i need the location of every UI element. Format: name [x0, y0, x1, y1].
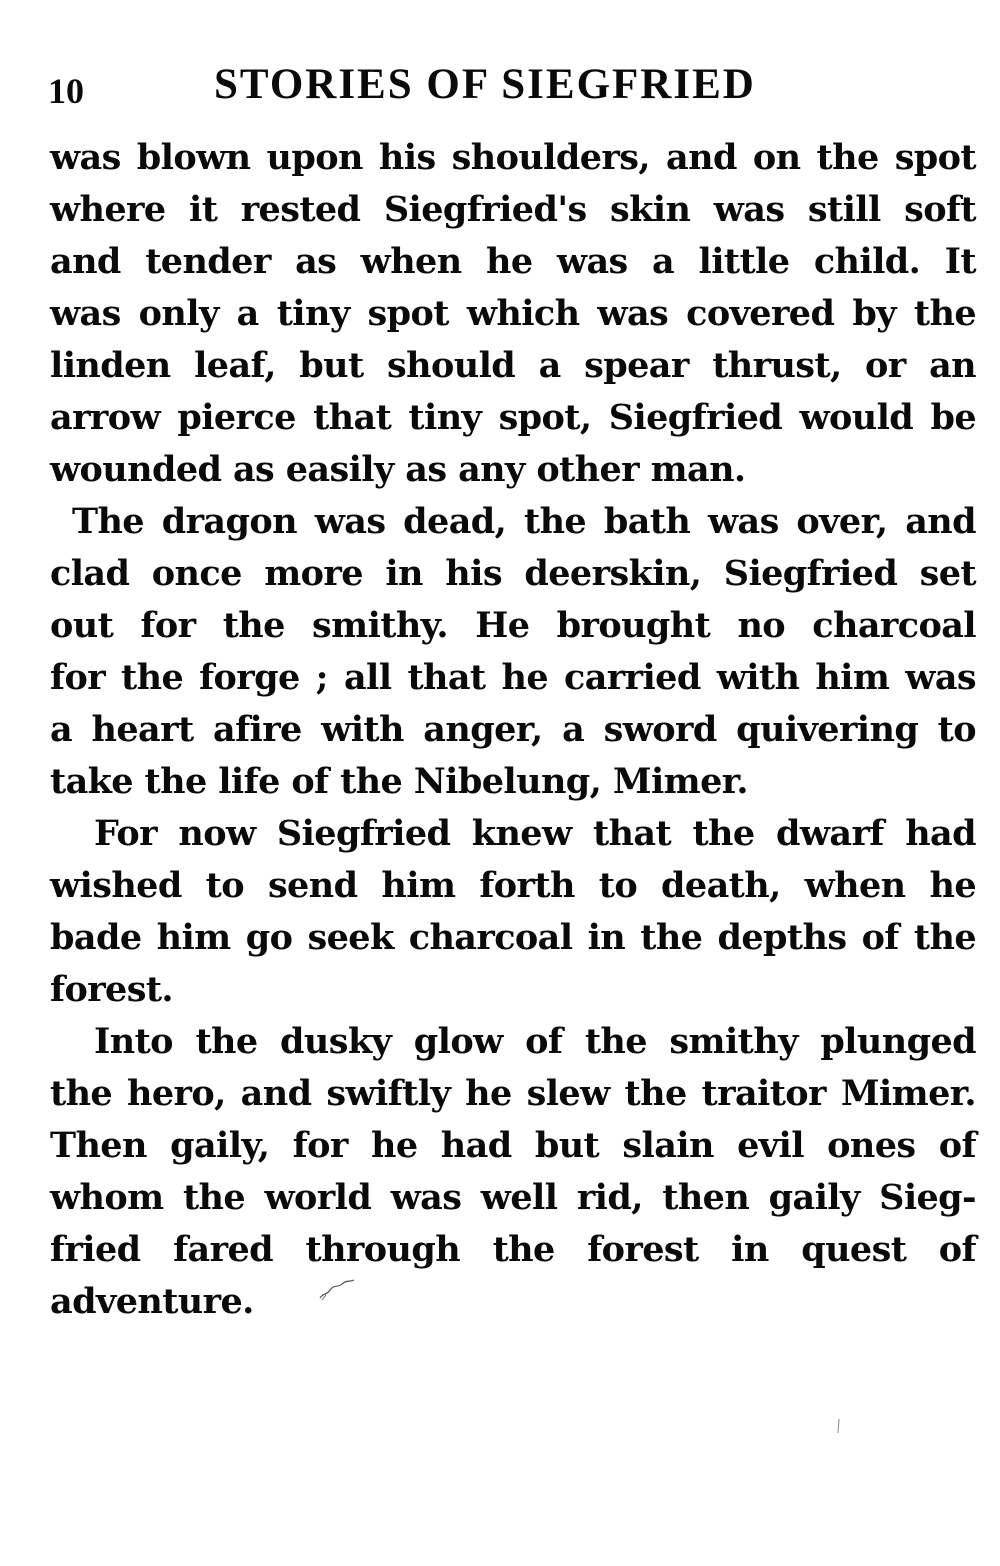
text-line: The dragon was dead, the bath was over, and [72, 501, 976, 542]
text-line: Then gaily, for he had but slain evil ones of [50, 1125, 976, 1166]
text-line: a heart afire with anger, a sword quivering to [50, 709, 976, 750]
text-line: adventure. [50, 1281, 254, 1322]
text-line: bade him go seek charcoal in the depths of the [50, 917, 976, 958]
paragraph-4 [50, 1016, 976, 1328]
text-line: Into the dusky glow of the smithy plunged [94, 1021, 976, 1062]
text-line: the hero, and swiftly he slew the traitor Mimer. [50, 1073, 976, 1114]
text-line: was blown upon his shoulders, and on the spot [50, 137, 976, 178]
text-line: linden leaf, but should a spear thrust, or an [50, 345, 976, 386]
paragraph-2 [50, 496, 976, 808]
body-text [50, 132, 976, 1328]
text-line: was only a tiny spot which was covered by the [50, 293, 976, 334]
text-line: take the life of the Nibelung, Mimer. [50, 761, 748, 802]
text-line: for the forge ; all that he carried with him was [50, 657, 976, 698]
text-line: where it rested Siegfried's skin was still soft [50, 189, 976, 230]
text-line: arrow pierce that tiny spot, Siegfried would be [50, 397, 976, 438]
text-line: whom the world was well rid, then gaily Sieg- [50, 1177, 976, 1218]
text-line: out for the smithy. He brought no charcoal [50, 605, 976, 646]
text-line: wished to send him forth to death, when he [50, 865, 976, 906]
text-line: and tender as when he was a little child. It [50, 241, 976, 282]
running-title: STORIES OF SIEGFRIED [214, 61, 756, 108]
text-line: forest. [50, 969, 173, 1010]
paragraph-1 [50, 132, 976, 496]
paper-speck-mark [836, 1418, 842, 1434]
text-line: wounded as easily as any other man. [50, 449, 746, 490]
paragraph-3 [50, 808, 976, 1016]
text-line: fried fared through the forest in quest of [50, 1229, 976, 1270]
text-line: For now Siegfried knew that the dwarf had [94, 813, 976, 854]
text-line: clad once more in his deerskin, Siegfried set [50, 553, 976, 594]
page-number: 10 [48, 71, 84, 111]
ink-scribble-mark [316, 1278, 356, 1302]
running-head [48, 60, 808, 116]
